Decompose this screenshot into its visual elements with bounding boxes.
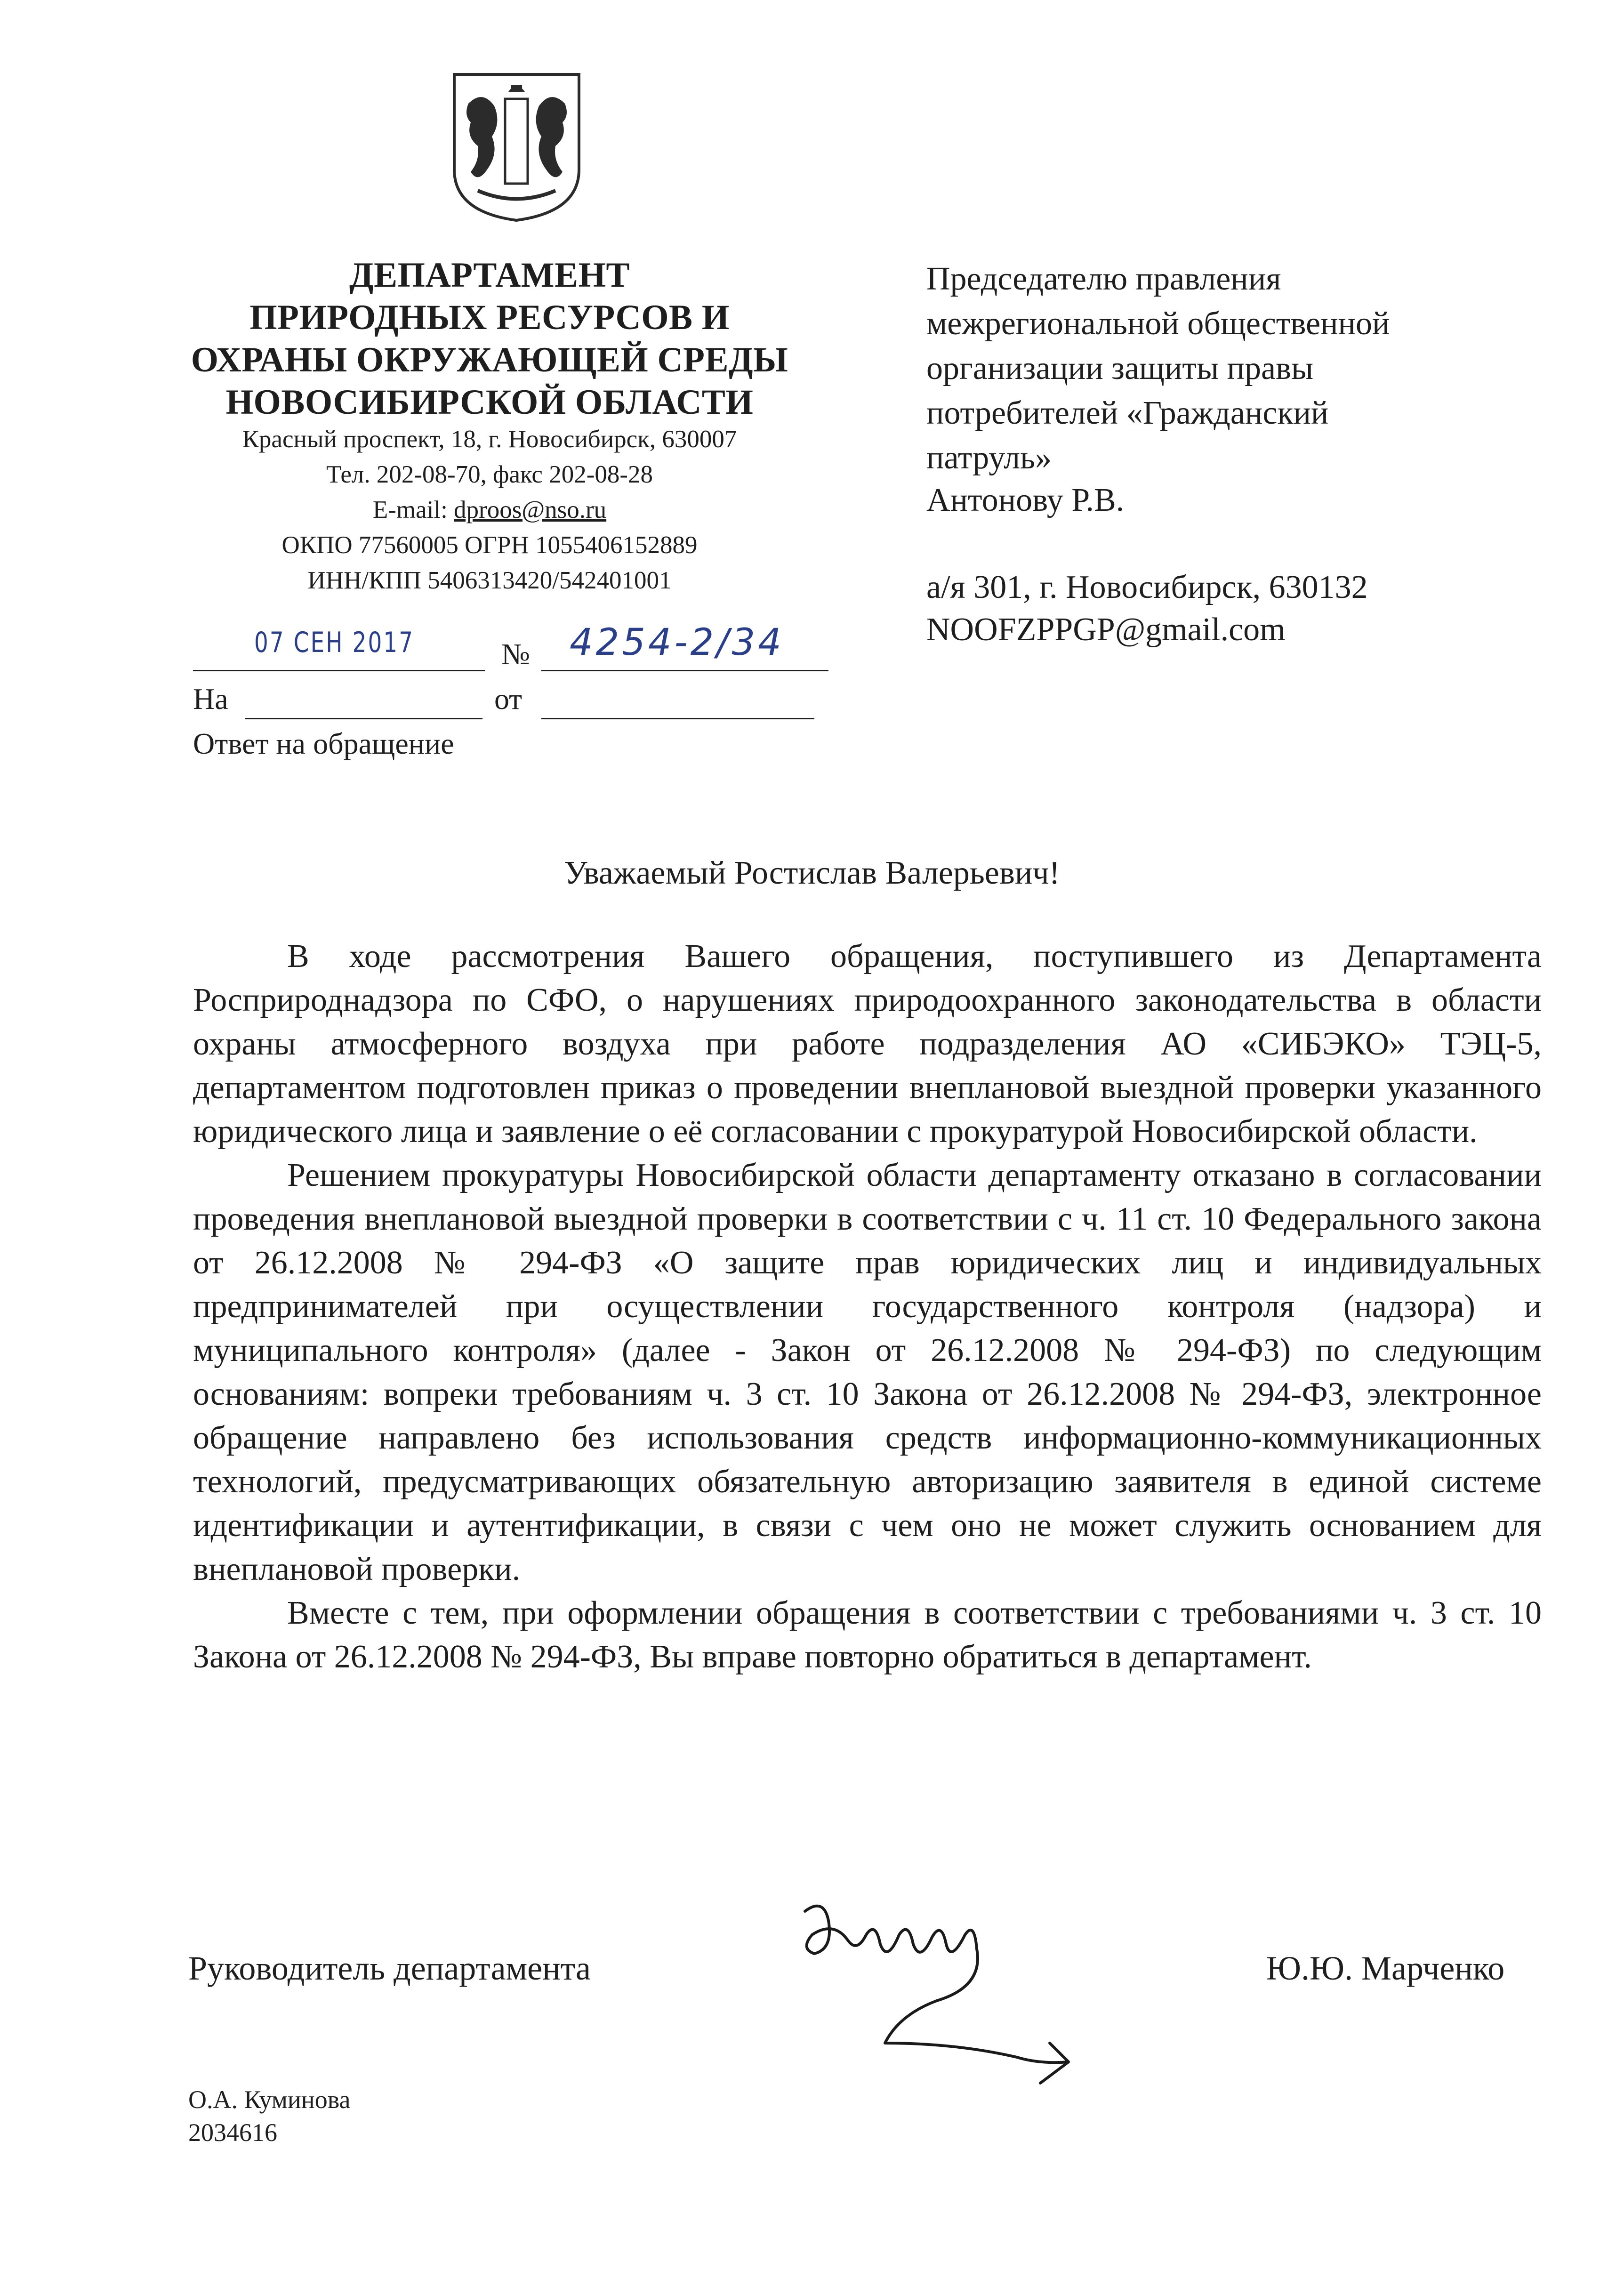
org-name-line-3: ОХРАНЫ ОКРУЖАЮЩЕЙ СРЕДЫ: [191, 340, 788, 379]
subject-line: Ответ на обращение: [193, 727, 454, 760]
salutation: Уважаемый Ростислав Валерьевич!: [564, 855, 1060, 891]
org-name-line-2: ПРИРОДНЫХ РЕСУРСОВ И: [249, 298, 730, 337]
recipient-name: Антонову Р.В.: [926, 482, 1125, 518]
handwritten-signature: [796, 1892, 1101, 2095]
org-phone: Тел. 202-08-70, факс 202-08-28: [326, 461, 653, 488]
on-underline: [245, 718, 482, 719]
recipient-line-4: потребителей «Гражданский: [926, 395, 1329, 431]
org-okpo-ogrn: ОКПО 77560005 ОГРН 1055406152889: [281, 531, 698, 559]
org-email-label: E-mail:: [372, 496, 454, 523]
body-paragraph-1: В ходе рассмотрения Вашего обращения, поступившего из Департамента Росприроднадзора по СФО, о нарушениях природоохранного законодательства в области охраны атмосферного воздуха при работе подразделения АО «СИБЭКО» ТЭЦ-5, департаментом подготовлен приказ о проведении внеплановой выездной проверки указанного юридического лица и заявление о её согласовании с прокуратурой Новосибирской области.: [193, 938, 1542, 1150]
date-underline: [193, 670, 485, 671]
registration-number: 4254-2/34: [570, 621, 784, 664]
org-name-line-4: НОВОСИБИРСКОЙ ОБЛАСТИ: [225, 383, 754, 422]
from-label: от: [494, 682, 523, 716]
org-name-line-1: ДЕПАРТАМЕНТ: [349, 256, 630, 295]
org-email-link[interactable]: dproos@nso.ru: [454, 496, 607, 523]
signer-name: Ю.Ю. Марченко: [1266, 1949, 1505, 1987]
recipient-line-3: организации защиты правы: [926, 350, 1314, 386]
on-label: На: [193, 682, 228, 716]
org-address: Красный проспект, 18, г. Новосибирск, 630007: [242, 426, 737, 453]
executor-phone: 2034616: [188, 2118, 277, 2147]
org-email-line: [160, 493, 819, 526]
org-inn-kpp: ИНН/КПП 5406313420/542401001: [307, 567, 672, 594]
executor-name: О.А. Куминова: [188, 2085, 351, 2114]
recipient-email: NOOFZPPGP@gmail.com: [926, 612, 1286, 648]
body-paragraph-2: Решением прокуратуры Новосибирской области департаменту отказано в согласовании проведения внеплановой выездной проверки в соответствии с ч. 11 ст. 10 Федерального закона от 26.12.2008 № 294-ФЗ «О защите прав юридических лиц и индивидуальных предпринимателей при осуществлении государственного контроля (надзора) и муниципального контроля» (далее - Закон от 26.12.2008 № 294-ФЗ) по следующим основаниям: вопреки требованиям ч. 3 ст. 10 Закона от 26.12.2008 № 294-ФЗ, электронное обращение направлено без использования средств информационно-коммуникационных технологий, предусматривающих обязательную авторизацию заявителя в единой системе идентификации и аутентификации, в связи с чем оно не может служить основанием для внеплановой проверки.: [193, 1157, 1542, 1587]
signer-title: Руководитель департамента: [188, 1949, 591, 1987]
from-underline: [541, 718, 814, 719]
recipient-line-1: Председателю правления: [926, 261, 1281, 297]
number-underline: [541, 670, 828, 671]
recipient-address: а/я 301, г. Новосибирск, 630132: [926, 569, 1368, 605]
registration-date-stamp: 07 СЕН 2017: [254, 626, 415, 659]
number-sign: №: [501, 637, 531, 671]
recipient-line-5: патруль»: [926, 440, 1052, 476]
body-paragraph-3: Вместе с тем, при оформлении обращения в соответствии с требованиями ч. 3 ст. 10 Закона от 26.12.2008 № 294-ФЗ, Вы вправе повторно обратиться в департамент.: [193, 1595, 1542, 1675]
coat-of-arms-icon: [450, 71, 584, 224]
recipient-line-2: межрегиональной общественной: [926, 306, 1390, 342]
letter-body: [193, 934, 1542, 1679]
